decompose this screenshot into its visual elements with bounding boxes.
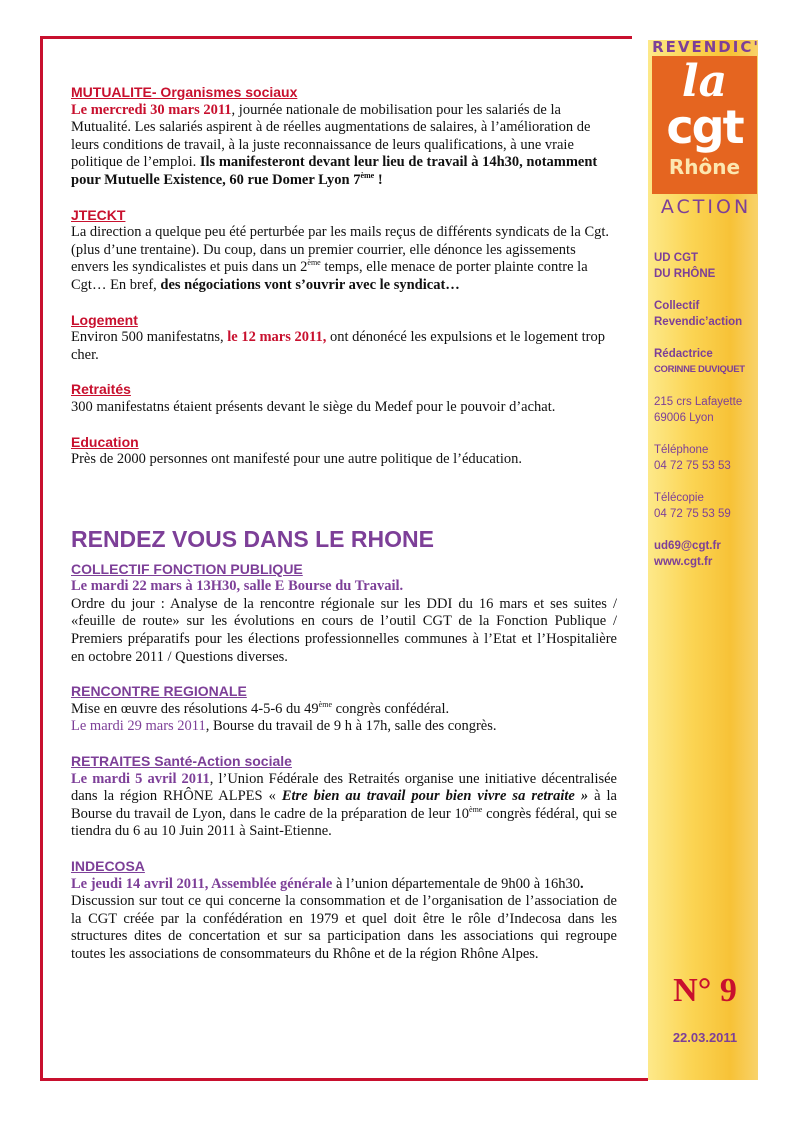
section-retraites bbox=[71, 381, 617, 416]
issue-date: 22.03.2011 bbox=[672, 1030, 738, 1045]
website-link[interactable]: www.cgt.fr bbox=[654, 556, 713, 568]
retraites-body: 300 manifestatns étaient présents devant le siège du Medef pour le pouvoir d’achat. bbox=[71, 398, 556, 415]
section-indecosa bbox=[71, 858, 617, 964]
phone-number: 04 72 75 53 53 bbox=[654, 460, 731, 472]
phone-label: Téléphone bbox=[654, 444, 709, 456]
fonction-publique-body: Ordre du jour : Analyse de la rencontre régionale sur les DDI du 16 mars et ses suites / «feuille de route» sur les évolutions en cours de l’outil CGT de la Fonction Publique / Premiers préparatifs pour les élections professionnelles communes à l’Etat et l’Hospitalière en octobre 2011 / Questions diverses. bbox=[71, 595, 617, 665]
collectif-line2: Revendic’action bbox=[654, 316, 743, 328]
frame-top-border bbox=[40, 36, 632, 39]
mutualite-body: Le mercredi 30 mars 2011, journée nationale de mobilisation pour les salariés de la Mutualité. Les salariés aspirent à de réelles augmentations de salaires, à l’amélioration de leurs conditions de travail, à la juste reconnaissance de leurs qualifications, à une vraie politique de l’emploi. Ils manifesteront devant leur lieu de travail à 14h30, notamment pour Mutuelle Existence, 60 rue Domer Lyon 7ème ! bbox=[71, 101, 598, 188]
logo-cgt-text: cgt bbox=[666, 100, 743, 154]
action-logo-text: ACTION bbox=[660, 196, 752, 218]
collectif-line1: Collectif bbox=[654, 300, 700, 312]
logo-la-text: la bbox=[681, 56, 728, 107]
sidebar-contact-info bbox=[654, 250, 762, 570]
fax-number: 04 72 75 53 59 bbox=[654, 508, 731, 520]
org-line2: DU RHÔNE bbox=[654, 268, 716, 280]
redactrice-label: Rédactrice bbox=[654, 348, 713, 360]
indecosa-heading: INDECOSA bbox=[71, 858, 145, 874]
education-heading: Education bbox=[71, 433, 139, 450]
logement-heading: Logement bbox=[71, 311, 138, 328]
logo-rhone-text: Rhône bbox=[668, 155, 741, 179]
frame-bottom-border bbox=[40, 1078, 648, 1081]
indecosa-body2: Discussion sur tout ce qui concerne la consommation et de l’organisation de l’association de la CGT créée par la confédération en 1979 et quel doit être le rôle d’Indecosa dans les structures dites de concertation et sur sa participation dans les associations qui regroupe toutes les associations de consommateurs du Rhône et de la région Rhône Alpes. bbox=[71, 893, 617, 962]
main-content bbox=[71, 84, 617, 964]
fax-label: Télécopie bbox=[654, 492, 704, 504]
issue-number: N° 9 bbox=[673, 972, 737, 1009]
section-rencontre bbox=[71, 683, 617, 736]
section-education bbox=[71, 434, 617, 469]
address-line2: 69006 Lyon bbox=[654, 412, 714, 424]
jteckt-heading: JTECKT bbox=[71, 206, 126, 223]
indecosa-body1: Le jeudi 14 avril 2011, Assemblée générale à l’union départementale de 9h00 à 16h30. bbox=[71, 875, 584, 892]
retraites-sante-body: Le mardi 5 avril 2011, l’Union Fédérale des Retraités organise une initiative décentralisée dans la région RHÔNE ALPES « Etre bien au travail pour bien vivre sa retraite » à la Bourse du travail de Lyon, dans le cadre de la préparation de leur 10ème congrès fédéral, qui se tiendra du 6 au 10 Juin 2011 à Saint-Etienne. bbox=[71, 770, 617, 840]
frame-left-border bbox=[40, 36, 43, 1081]
retraites-sante-heading: RETRAITES Santé-Action sociale bbox=[71, 753, 292, 770]
org-line1: UD CGT bbox=[654, 252, 699, 264]
section-fonction-publique bbox=[71, 561, 617, 667]
section-mutualite bbox=[71, 84, 617, 190]
section-jteckt bbox=[71, 207, 617, 295]
rencontre-body1: Mise en œuvre des résolutions 4-5-6 du 49ème congrès confédéral. bbox=[71, 700, 450, 717]
redactrice-name: CORINNE DUVIQUET bbox=[654, 364, 745, 375]
rencontre-heading: RENCONTRE REGIONALE bbox=[71, 683, 247, 700]
fonction-publique-heading: COLLECTIF FONCTION PUBLIQUE bbox=[71, 560, 303, 577]
revendic-logo-text: REVENDIC' bbox=[652, 38, 760, 56]
section-logement bbox=[71, 312, 617, 365]
education-body: Près de 2000 personnes ont manifesté pour une autre politique de l’éducation. bbox=[71, 451, 522, 468]
logement-body: Environ 500 manifestatns, le 12 mars 2011, ont dénonécé les expulsions et le logement trop cher. bbox=[71, 329, 605, 363]
mutualite-heading: MUTUALITE- Organismes sociaux bbox=[71, 84, 298, 100]
fonction-publique-date: Le mardi 22 mars à 13H30, salle E Bourse du Travail. bbox=[71, 578, 404, 595]
retraites-heading: Retraités bbox=[71, 381, 131, 398]
rencontre-body2: Le mardi 29 mars 2011, Bourse du travail de 9 h à 17h, salle des congrès. bbox=[71, 718, 497, 735]
address-line1: 215 crs Lafayette bbox=[654, 396, 743, 408]
jteckt-body: La direction a quelque peu été perturbée par les mails reçus de différents syndicats de la Cgt. (plus d’une trentaine). Du coup, dans un premier courrier, elle dénonce les agissements envers les syndicalistes et puis dans un 2ème temps, elle menace de porter plainte contre la Cgt… En bref, des négociations vont s’ouvrir avec le syndicat… bbox=[71, 224, 610, 293]
email-link[interactable]: ud69@cgt.fr bbox=[654, 540, 721, 552]
section-retraites-sante bbox=[71, 753, 617, 841]
rdv-title: RENDEZ VOUS DANS LE RHONE bbox=[71, 525, 434, 552]
cgt-logo bbox=[652, 56, 757, 194]
